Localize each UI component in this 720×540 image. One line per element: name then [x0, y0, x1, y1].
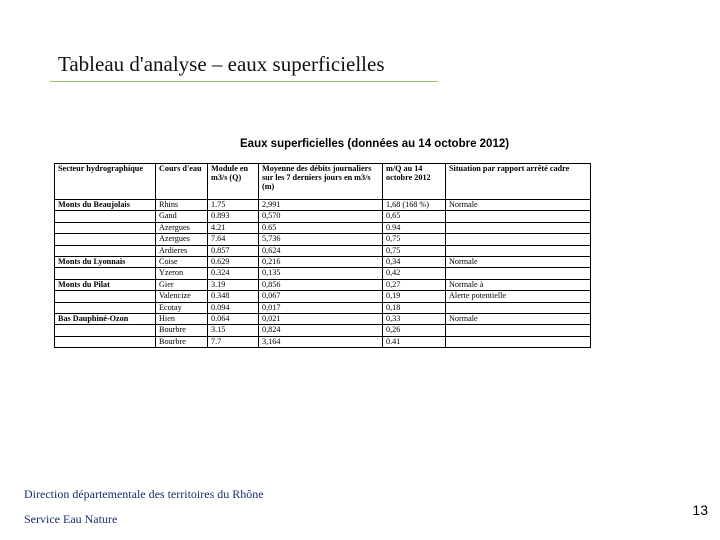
cell-sector: Bas Dauphiné-Ozon [55, 313, 156, 324]
cell-ratio: 1,68 (168 %) [383, 200, 446, 211]
cell-situation [446, 302, 591, 313]
table-row [55, 313, 591, 324]
header-module: Module en m3/s (Q) [208, 164, 259, 200]
table-row [55, 245, 591, 256]
cell-mean-flow: 0,570 [259, 211, 383, 222]
cell-sector [55, 325, 156, 336]
cell-sector: Monts du Lyonnais [55, 256, 156, 267]
cell-river: Gier [156, 279, 208, 290]
cell-sector [55, 245, 156, 256]
cell-river: Bourbre [156, 325, 208, 336]
cell-sector [55, 222, 156, 233]
cell-module: 0.893 [208, 211, 259, 222]
cell-situation [446, 268, 591, 279]
cell-ratio: 0,33 [383, 313, 446, 324]
table-row [55, 325, 591, 336]
table-row [55, 268, 591, 279]
cell-module: 0.857 [208, 245, 259, 256]
table-row [55, 234, 591, 245]
cell-module: 7.7 [208, 336, 259, 347]
cell-sector [55, 211, 156, 222]
cell-situation [446, 245, 591, 256]
cell-module: 0.629 [208, 256, 259, 267]
table-row [55, 256, 591, 267]
cell-ratio: 0.41 [383, 336, 446, 347]
table-caption: Eaux superficielles (données au 14 octobre 2012) [240, 138, 510, 150]
cell-river: Rhins [156, 200, 208, 211]
cell-mean-flow: 0,856 [259, 279, 383, 290]
cell-sector [55, 291, 156, 302]
cell-module: 0.348 [208, 291, 259, 302]
slide-title: Tableau d'analyse – eaux superficielles [58, 52, 385, 76]
cell-sector [55, 302, 156, 313]
cell-ratio: 0,18 [383, 302, 446, 313]
cell-ratio: 0.94 [383, 222, 446, 233]
cell-river: Ecotay [156, 302, 208, 313]
page-number: 13 [692, 502, 708, 518]
header-mean-flow: Moyenne des débits journaliers sur les 7 derniers jours en m3/s (m) [259, 164, 383, 200]
analysis-table-container [54, 163, 591, 348]
table-row [55, 291, 591, 302]
cell-mean-flow: 5,736 [259, 234, 383, 245]
table-row [55, 211, 591, 222]
cell-module: 0.094 [208, 302, 259, 313]
table-row [55, 336, 591, 347]
cell-situation [446, 336, 591, 347]
cell-ratio: 0,65 [383, 211, 446, 222]
cell-module: 4.21 [208, 222, 259, 233]
header-sector: Secteur hydrographique [55, 164, 156, 200]
cell-sector: Monts du Beaujolais [55, 200, 156, 211]
analysis-table [54, 163, 591, 348]
table-row [55, 222, 591, 233]
cell-situation: Normale à [446, 279, 591, 290]
cell-river: Gand [156, 211, 208, 222]
table-row [55, 302, 591, 313]
cell-ratio: 0,75 [383, 234, 446, 245]
cell-mean-flow: 2,991 [259, 200, 383, 211]
cell-river: Valencize [156, 291, 208, 302]
table-header-row [55, 164, 591, 200]
cell-river: Yzeron [156, 268, 208, 279]
cell-sector [55, 336, 156, 347]
cell-sector [55, 234, 156, 245]
cell-module: 0.064 [208, 313, 259, 324]
cell-ratio: 0,34 [383, 256, 446, 267]
cell-mean-flow: 3,164 [259, 336, 383, 347]
cell-situation: Normale [446, 256, 591, 267]
cell-mean-flow: 0,135 [259, 268, 383, 279]
cell-ratio: 0,26 [383, 325, 446, 336]
cell-ratio: 0,75 [383, 245, 446, 256]
cell-mean-flow: 0,216 [259, 256, 383, 267]
cell-mean-flow: 0,824 [259, 325, 383, 336]
cell-river: Ardieres [156, 245, 208, 256]
cell-situation: Normale [446, 313, 591, 324]
cell-module: 0.324 [208, 268, 259, 279]
footer-direction: Direction départementale des territoires du Rhône [24, 487, 264, 501]
cell-sector: Monts du Pilat [55, 279, 156, 290]
cell-river: Coise [156, 256, 208, 267]
cell-mean-flow: 0,624 [259, 245, 383, 256]
table-body [55, 200, 591, 348]
cell-mean-flow: 0,017 [259, 302, 383, 313]
cell-module: 3.15 [208, 325, 259, 336]
cell-sector [55, 268, 156, 279]
title-divider [50, 81, 438, 82]
cell-river: Bourbre [156, 336, 208, 347]
footer-service: Service Eau Nature [24, 512, 118, 526]
header-situation: Situation par rapport arrêté cadre [446, 164, 591, 200]
cell-mean-flow: 0,067 [259, 291, 383, 302]
header-ratio: m/Q au 14 octobre 2012 [383, 164, 446, 200]
cell-ratio: 0,42 [383, 268, 446, 279]
cell-situation [446, 211, 591, 222]
table-row [55, 279, 591, 290]
cell-river: Hien [156, 313, 208, 324]
cell-module: 3.19 [208, 279, 259, 290]
cell-situation [446, 222, 591, 233]
cell-mean-flow: 0.65 [259, 222, 383, 233]
cell-situation [446, 325, 591, 336]
cell-ratio: 0,19 [383, 291, 446, 302]
table-row [55, 200, 591, 211]
cell-ratio: 0,27 [383, 279, 446, 290]
cell-situation [446, 234, 591, 245]
cell-situation: Alerte potentielle [446, 291, 591, 302]
cell-module: 1.75 [208, 200, 259, 211]
cell-river: Azergues [156, 222, 208, 233]
cell-river: Azergues [156, 234, 208, 245]
header-river: Cours d'eau [156, 164, 208, 200]
cell-mean-flow: 0,021 [259, 313, 383, 324]
cell-situation: Normale [446, 200, 591, 211]
cell-module: 7.64 [208, 234, 259, 245]
